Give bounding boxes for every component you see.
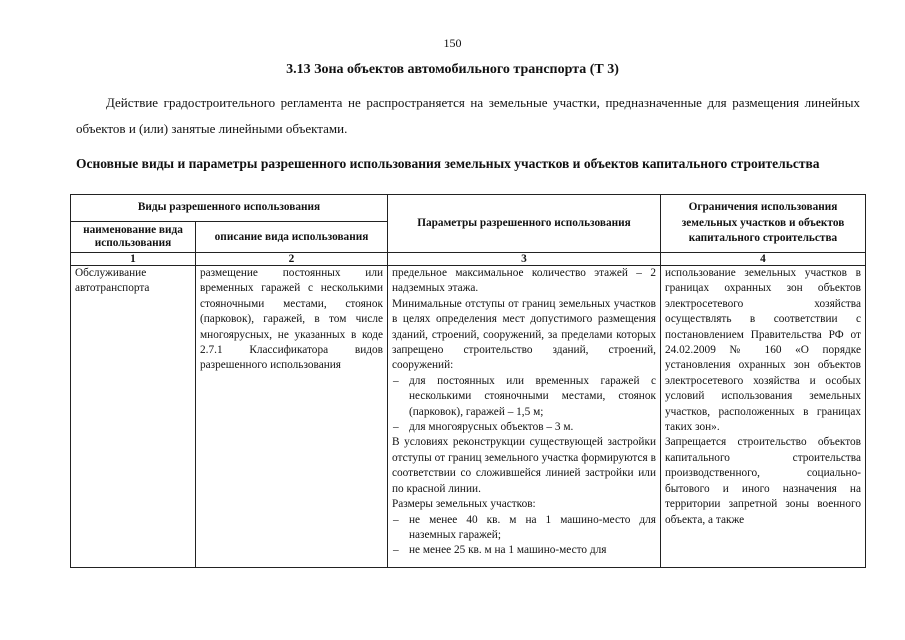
- list-item: – для постоянных или временных гаражей с несколькими стояночными местами, стоянок (парковок), гаражей – 1,5 м;: [392, 374, 656, 420]
- intro-paragraph: Действие градостроительного регламента не распространяется на земельные участки, предназначенные для размещения линейных объектов и (или) занятые линейными объектами.: [76, 95, 860, 136]
- list-item: – не менее 40 кв. м на 1 машино-место для наземных гаражей;: [392, 513, 656, 544]
- header-name: наименование вида использования: [71, 222, 196, 253]
- page-number: 150: [443, 36, 462, 50]
- column-number: 3: [388, 253, 661, 266]
- header-description: описание вида использования: [196, 222, 388, 253]
- setback-list: [392, 374, 656, 436]
- header-params: Параметры разрешенного использования: [388, 195, 661, 253]
- restrictions-cell: [661, 266, 866, 568]
- column-number: 4: [661, 253, 866, 266]
- param-text: В условиях реконструкции существующей застройки отступы от границ земельного участка формируются в соответствии со сложившейся линией застройки или по красной линии.: [392, 436, 656, 495]
- column-number: 2: [196, 253, 388, 266]
- table-row: [71, 266, 866, 568]
- section-title: 3.13 Зона объектов автомобильного транспорта (Т 3): [286, 62, 619, 77]
- regulations-table: [70, 194, 866, 568]
- header-row-1: [71, 195, 866, 222]
- header-restrictions: Ограничения использования земельных участков и объектов капитального строительства: [661, 195, 866, 253]
- use-description-cell: [196, 266, 388, 568]
- column-numbers-row: [71, 253, 866, 266]
- header-group-label: Виды разрешенного использования: [71, 195, 388, 222]
- use-name-cell: [71, 266, 196, 568]
- plot-size-list: [392, 513, 656, 559]
- use-description: размещение постоянных или временных гаражей с несколькими стояночными местами, стоянок (парковок), гаражей, в том числе многоярусных, не указанных в коде 2.7.1 Классификатора видов разрешенного использования: [200, 267, 383, 372]
- use-name: Обслуживание автотранспорта: [75, 267, 150, 295]
- param-text: Размеры земельных участков:: [392, 498, 536, 511]
- column-number: 1: [71, 253, 196, 266]
- restriction-text: использование земельных участков в границах охранных зон объектов электросетевого хозяйства осуществлять в соответствии с постановлением Правительства РФ от 24.02.2009 № 160 «О порядке установления охранных зон объектов электросетевого хозяйства и особых условий использования земельных участков, расположенных в границах таких зон».: [665, 267, 861, 434]
- restriction-text: Запрещается строительство объектов капитального строительства производственного, социально-бытового и иного назначения на территории запретной зоны военного объекта, а также: [665, 436, 861, 526]
- params-cell: [388, 266, 661, 568]
- param-text: Минимальные отступы от границ земельных участков в целях определения мест допустимого размещения зданий, строений, сооружений, за пределами которых запрещено строительство зданий, строений, сооружений:: [392, 297, 656, 372]
- param-text: предельное максимальное количество этажей – 2 надземных этажа.: [392, 267, 656, 295]
- list-item: – для многоярусных объектов – 3 м.: [392, 420, 656, 435]
- table-heading: Основные виды и параметры разрешенного использования земельных участков и объектов капитального строительства: [76, 156, 820, 171]
- list-item: – не менее 25 кв. м на 1 машино-место для: [392, 543, 656, 558]
